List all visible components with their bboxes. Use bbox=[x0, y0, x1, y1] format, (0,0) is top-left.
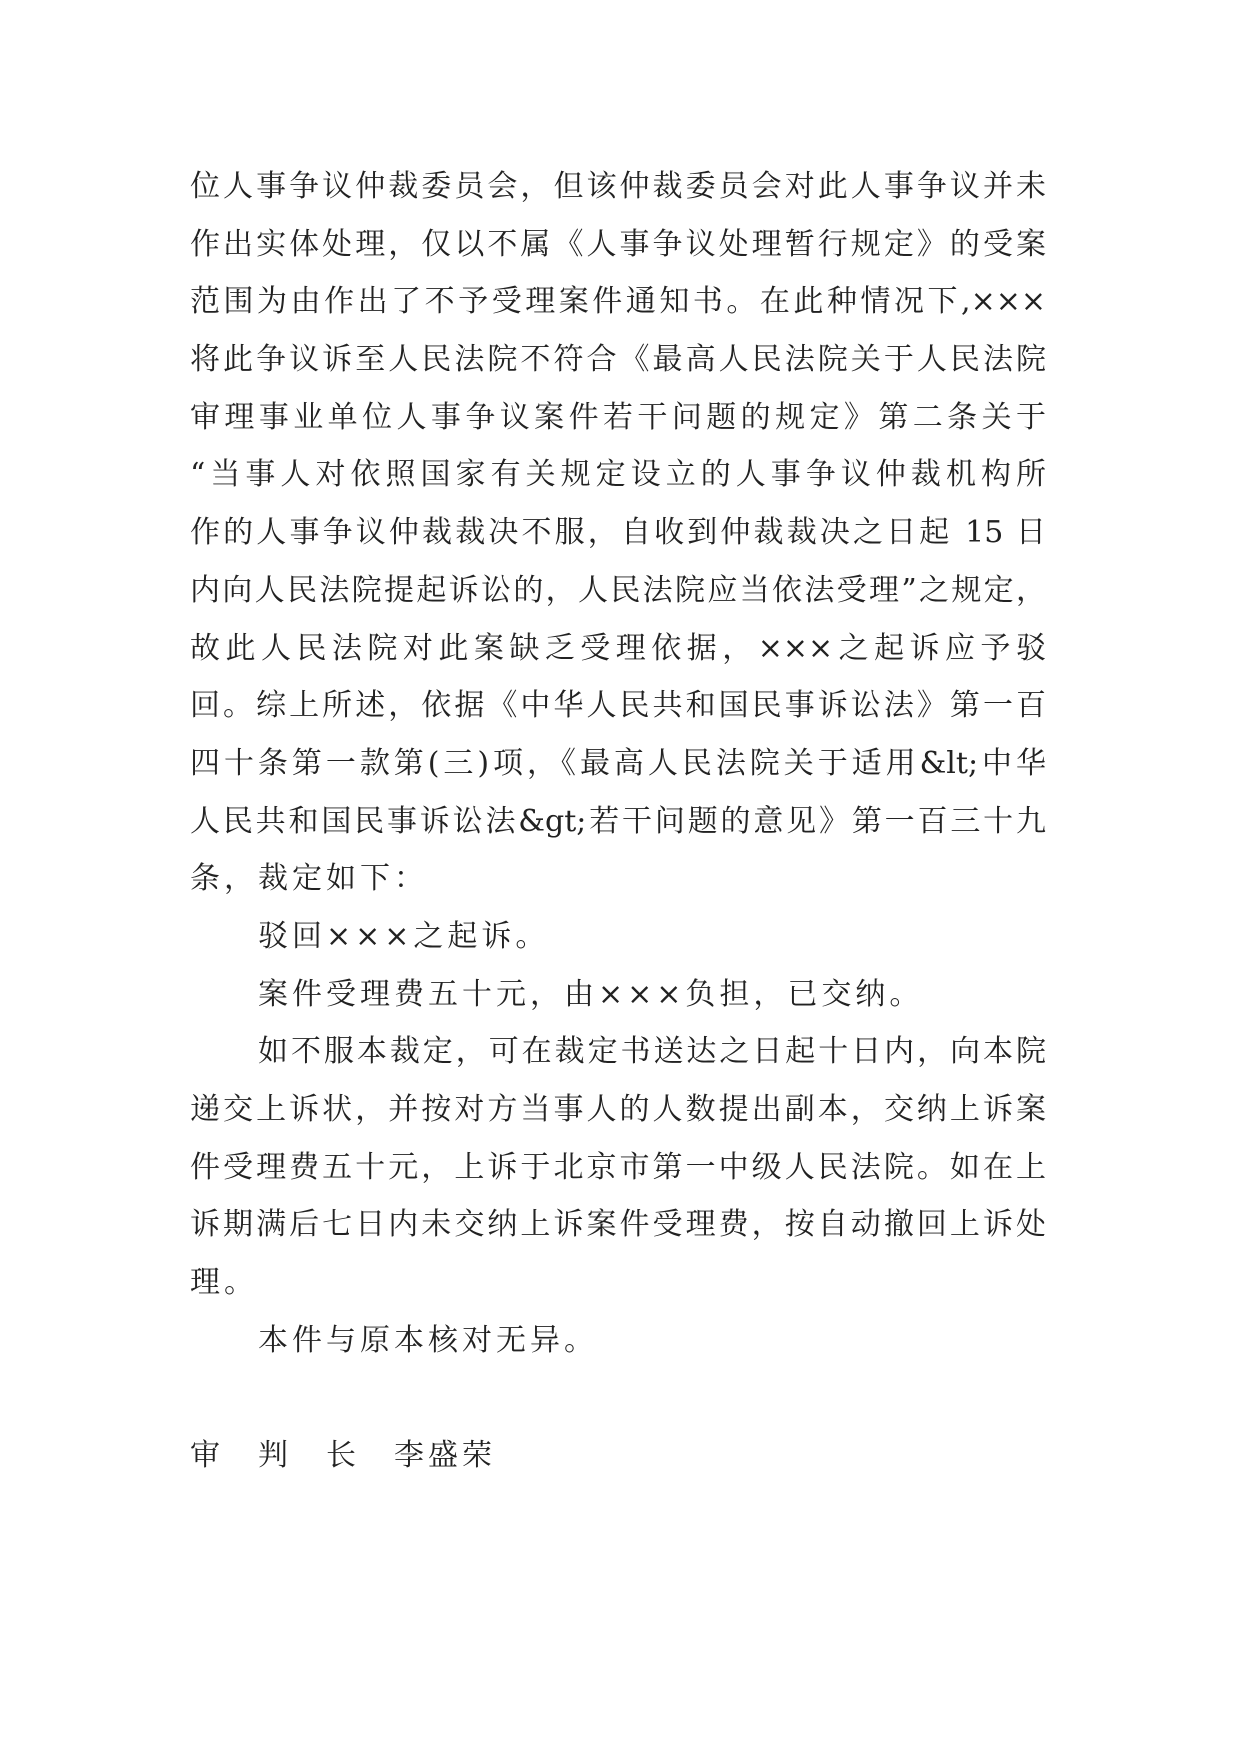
body-line: 范围为由作出了不予受理案件通知书。在此种情况下,××× bbox=[190, 284, 1046, 320]
appeal-line: 诉期满后七日内未交纳上诉案件受理费，按自动撤回上诉处 bbox=[190, 1207, 1046, 1243]
signature-line bbox=[190, 1427, 1046, 1485]
signature-spacer bbox=[360, 1438, 394, 1473]
signature-title: 审 判 长 bbox=[190, 1438, 360, 1474]
body-line: 条，裁定如下： bbox=[190, 861, 428, 897]
verification-line: 本件与原本核对无异。 bbox=[258, 1322, 598, 1358]
signature-name: 李盛荣 bbox=[394, 1438, 496, 1474]
appeal-line: 理。 bbox=[190, 1265, 258, 1301]
body-line: 将此争议诉至人民法院不符合《最高人民法院关于人民法院 bbox=[190, 342, 1046, 378]
body-line: 四十条第一款第(三)项，《最高人民法院关于适用&lt;中华 bbox=[190, 745, 1046, 781]
appeal-line: 递交上诉状，并按对方当事人的人数提出副本，交纳上诉案 bbox=[190, 1092, 1046, 1127]
body-line: 位人事争议仲裁委员会，但该仲裁委员会对此人事争议并未 bbox=[190, 169, 1046, 204]
ruling-line: 驳回×××之起诉。 bbox=[258, 918, 550, 954]
blank-line bbox=[190, 1369, 1046, 1427]
body-line: 回。综上所述，依据《中华人民共和国民事诉讼法》第一百 bbox=[190, 688, 1046, 724]
body-line: 人民共和国民事诉讼法&gt;若干问题的意见》第一百三十九 bbox=[190, 803, 1046, 839]
fee-line: 案件受理费五十元，由×××负担，已交纳。 bbox=[258, 976, 924, 1012]
body-line: 内向人民法院提起诉讼的，人民法院应当依法受理”之规定， bbox=[190, 572, 1046, 608]
body-line: 审理事业单位人事争议案件若干问题的规定》第二条关于 bbox=[190, 399, 1046, 435]
body-line: 作的人事争议仲裁裁决不服，自收到仲裁裁决之日起 15 日 bbox=[190, 515, 1046, 551]
body-line: 故此人民法院对此案缺乏受理依据，×××之起诉应予驳 bbox=[190, 630, 1046, 666]
document-body bbox=[190, 158, 1046, 1485]
body-line: 作出实体处理，仅以不属《人事争议处理暂行规定》的受案 bbox=[190, 226, 1046, 262]
appeal-line: 件受理费五十元，上诉于北京市第一中级人民法院。如在上 bbox=[190, 1149, 1046, 1185]
body-line: “当事人对依照国家有关规定设立的人事争议仲裁机构所 bbox=[190, 457, 1046, 493]
appeal-line: 如不服本裁定，可在裁定书送达之日起十日内，向本院 bbox=[258, 1034, 1046, 1070]
